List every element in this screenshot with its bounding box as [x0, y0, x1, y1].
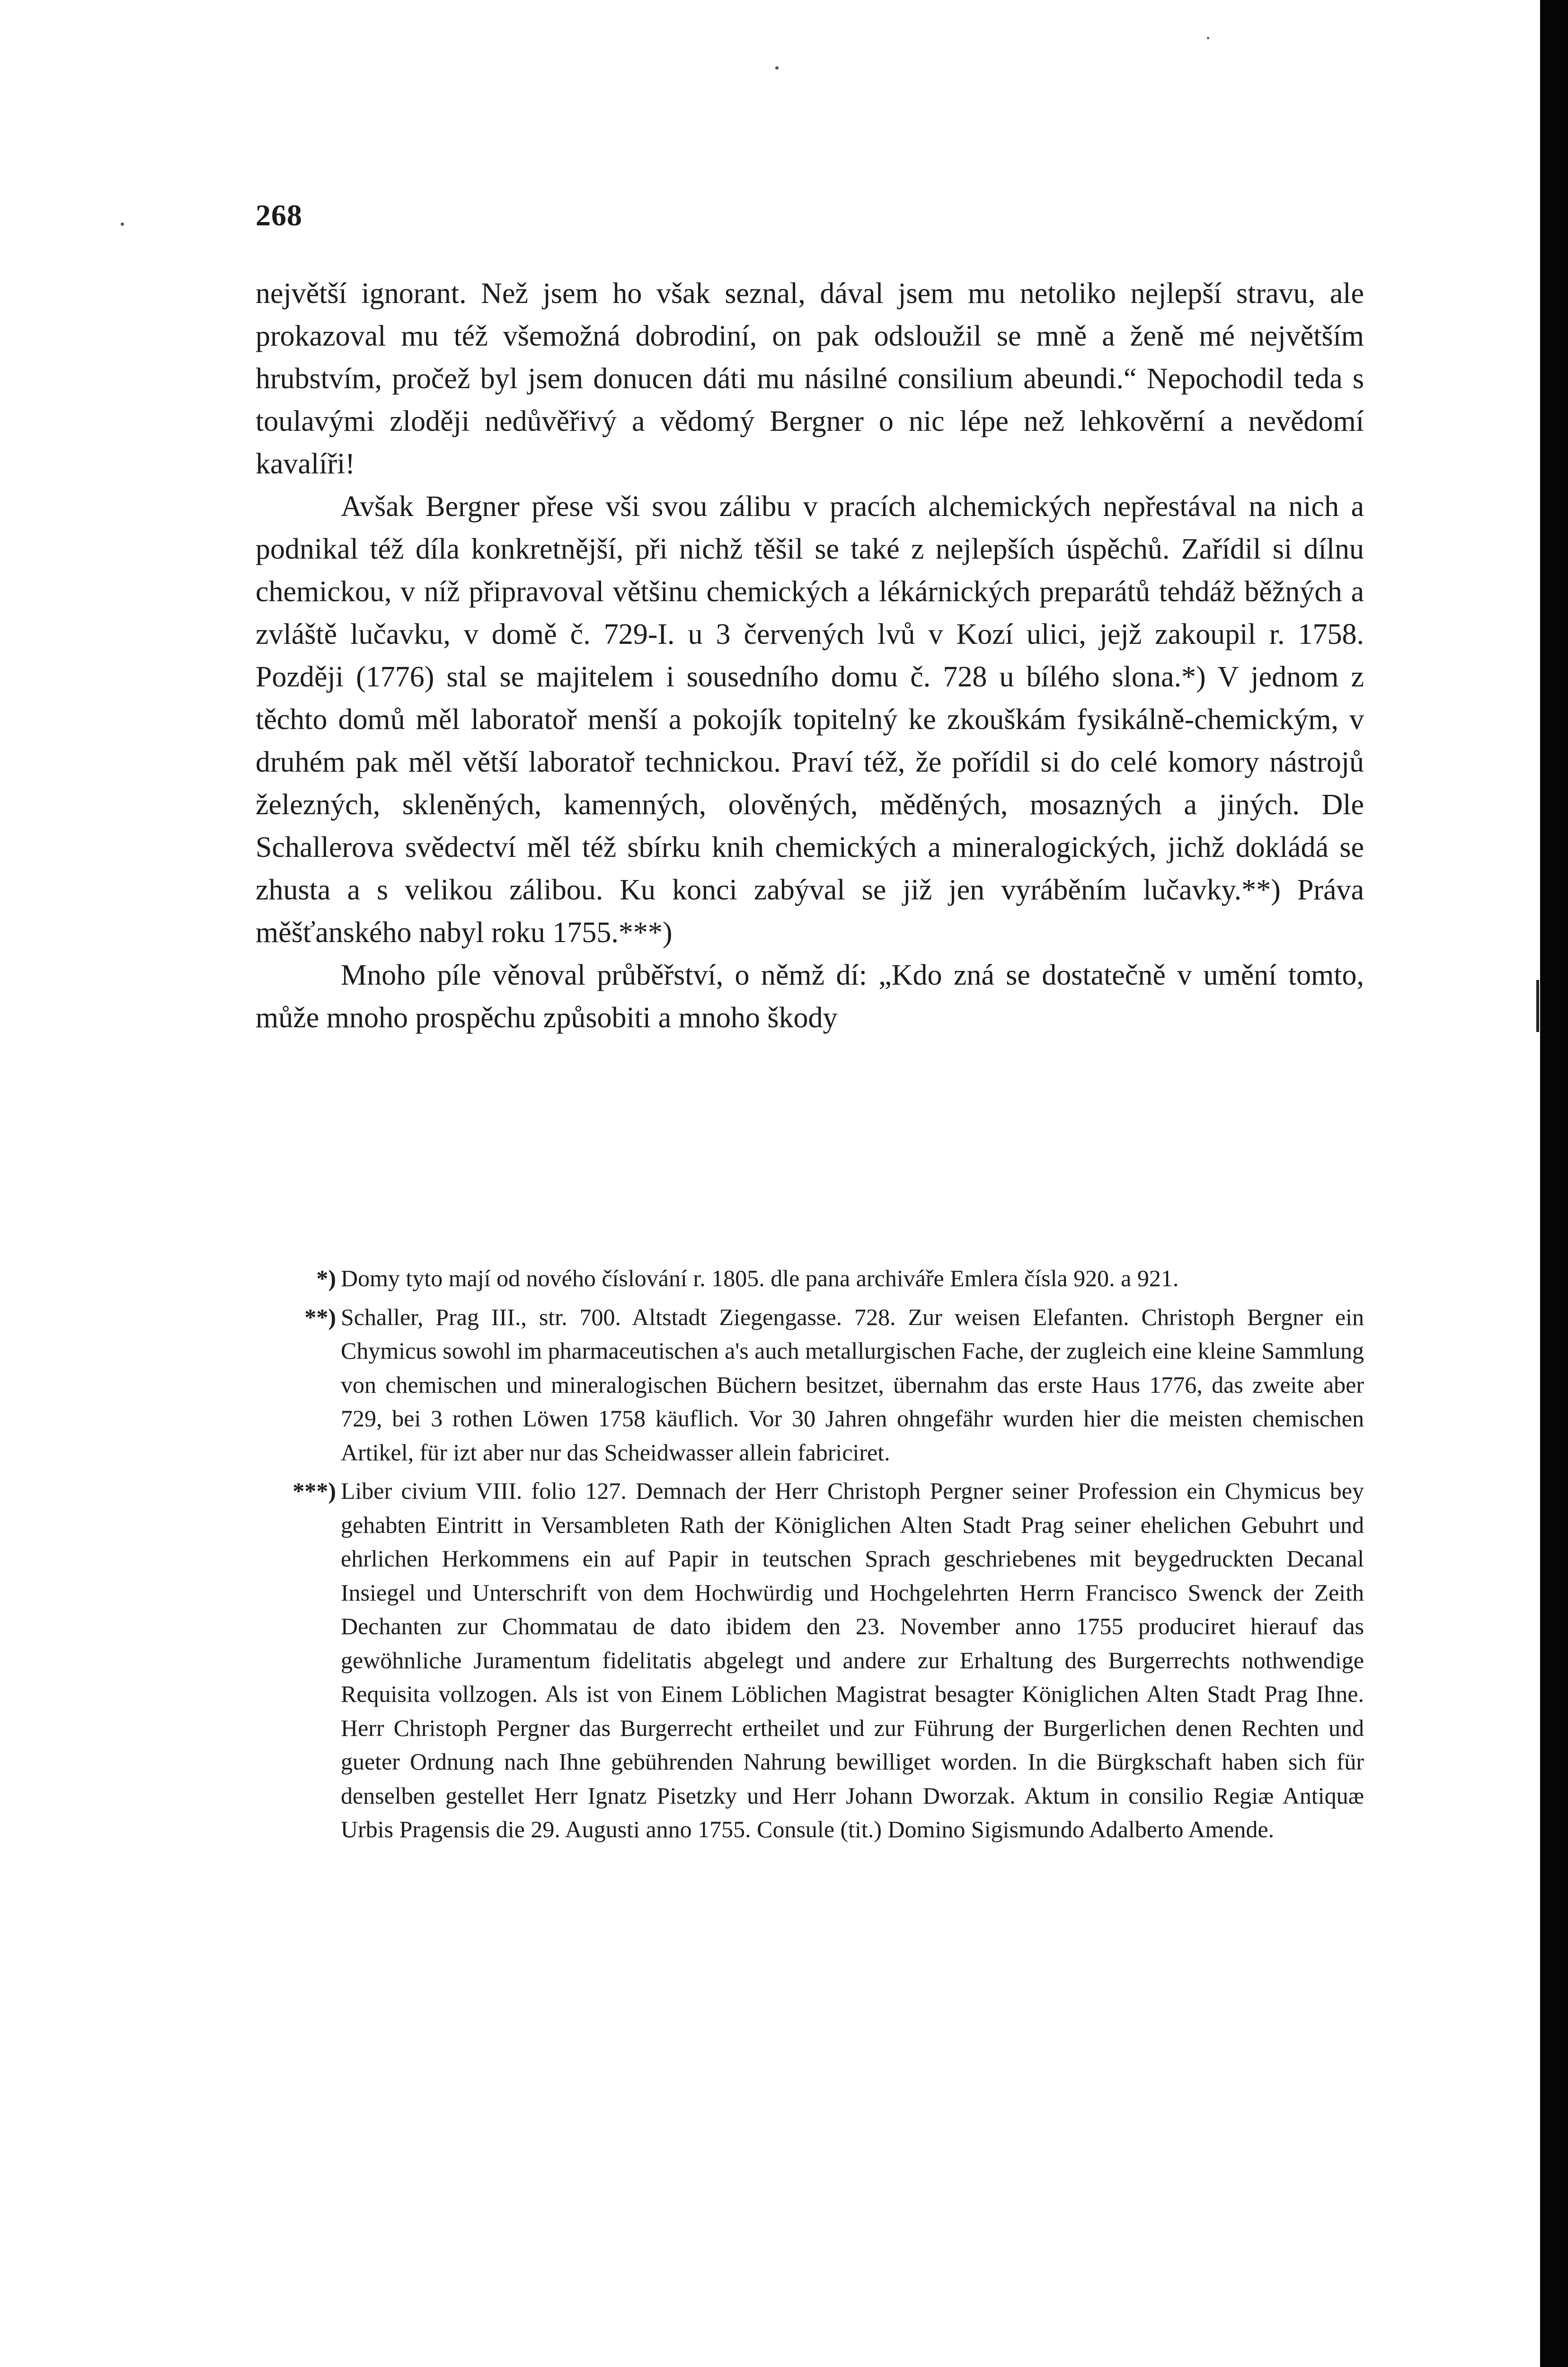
footnote-marker: **)	[304, 1303, 336, 1330]
scan-speck	[775, 66, 779, 70]
footnote-marker: *)	[316, 1265, 336, 1291]
footnote	[265, 1262, 1364, 1296]
footnote-text: Schaller, Prag III., str. 700. Altstadt Ziegengasse. 728. Zur weisen Elefanten. Christoph Bergner ein Chymicus sowohl im pharmaceutischen a's auch metallurgischen Fache, der zugleich eine kleine Sammlung von chemischen und mineralogischen Büchern besitzet, übernahm das erste Haus 1776, das zweite aber 729, bei 3 rothen Löwen 1758 käuflich. Vor 30 Jahren ohngefähr wurden hier die meisten chemischen Artikel, für izt aber nur das Scheidwasser allein fabriciret.	[341, 1303, 1364, 1466]
main-text-body	[256, 272, 1364, 1039]
footnote-text: Liber civium VIII. folio 127. Demnach der Herr Christoph Pergner seiner Profession ein Chymicus bey gehabten Eintritt in Versambleten Rath der Königlichen Alten Stadt Prag seiner ehelichen Gebuhrt und ehrlichen Herkommens ein auf Papir in teutschen Sprach geschriebenes mit beygedruckten Decanal Insiegel und Unterschrift von dem Hochwürdig und Hochgelehrten Herrn Francisco Swenck der Zeith Dechanten zur Chommatau de dato ibidem den 23. November anno 1755 produciret hierauf das gewöhnliche Juramentum fidelitatis abgelegt und andere zur Erhaltung des Burgerrechts nothwendige Requisita vollzogen. Als ist von Einem Löblichen Magistrat besagter Königlichen Alten Stadt Prag Ihne. Herr Christoph Pergner das Burgerrecht ertheilet und zur Führung der Burgerlichen denen Rechten und gueter Ordnung nach Ihne gebührenden Nahrung bewilliget worden. In die Bürgkschaft haben sich für denselben gestellet Herr Ignatz Pisetzky und Herr Johann Dworzak. Aktum in consilio Regiæ Antiquæ Urbis Pragensis die 29. Augusti anno 1755. Consule (tit.) Domino Sigismundo Adalberto Amende.	[341, 1477, 1364, 1842]
footnotes	[265, 1262, 1364, 1851]
margin-mark	[1536, 980, 1539, 1032]
footnote-text: Domy tyto mají od nového číslování r. 1805. dle pana archiváře Emlera čísla 920. a 921.	[341, 1265, 1179, 1291]
footnote-marker: ***)	[292, 1477, 336, 1504]
paragraph: Avšak Bergner přese vši svou zálibu v pracích alchemických nepřestával na nich a podnikal též díla konkretnější, při nichž těšil se také z nejlepších úspěchů. Zařídil si dílnu chemickou, v níž připravoval většinu chemických a lékárnických preparátů tehdáž běžných a zvláště lučavku, v domě č. 729-I. u 3 červených lvů v Kozí ulici, jejž zakoupil r. 1758. Později (1776) stal se majitelem i sousedního domu č. 728 u bílého slona.*) V jednom z těchto domů měl laboratoř menší a pokojík topitelný ke zkouškám fysikálně-chemickým, v druhém pak měl větší laboratoř technickou. Praví též, že pořídil si do celé komory nástrojů železných, skleněných, kamenných, olověných, měděných, mosazných a jiných. Dle Schallerova svědectví měl též sbírku knih chemických a mineralogických, jichž dokládá se zhusta a s velikou zálibou. Ku konci zabýval se již jen vyráběním lučavky.**) Práva měšťanského nabyl roku 1755.***)	[256, 490, 1364, 949]
footnote	[265, 1300, 1364, 1470]
scan-border	[1540, 0, 1568, 2367]
paragraph: Mnoho píle věnoval průběřství, o němž dí: „Kdo zná se dostatečně v umění tomto, může mnoho prospěchu způsobiti a mnoho škody	[256, 959, 1364, 1034]
scan-speck	[121, 222, 124, 226]
footnote	[265, 1474, 1364, 1847]
scan-speck	[1207, 37, 1209, 39]
page-number: 268	[256, 198, 302, 232]
paragraph: největší ignorant. Než jsem ho však seznal, dával jsem mu netoliko nejlepší stravu, ale prokazoval mu též všemožná dobrodiní, on pak odsloužil se mně a ženě mé největším hrubstvím, pročež byl jsem donucen dáti mu násilné consilium abeundi.“ Nepochodil teda s toulavými zloději nedůvěřivý a vědomý Bergner o nic lépe než lehkověrní a nevědomí kavalíři!	[256, 277, 1364, 480]
